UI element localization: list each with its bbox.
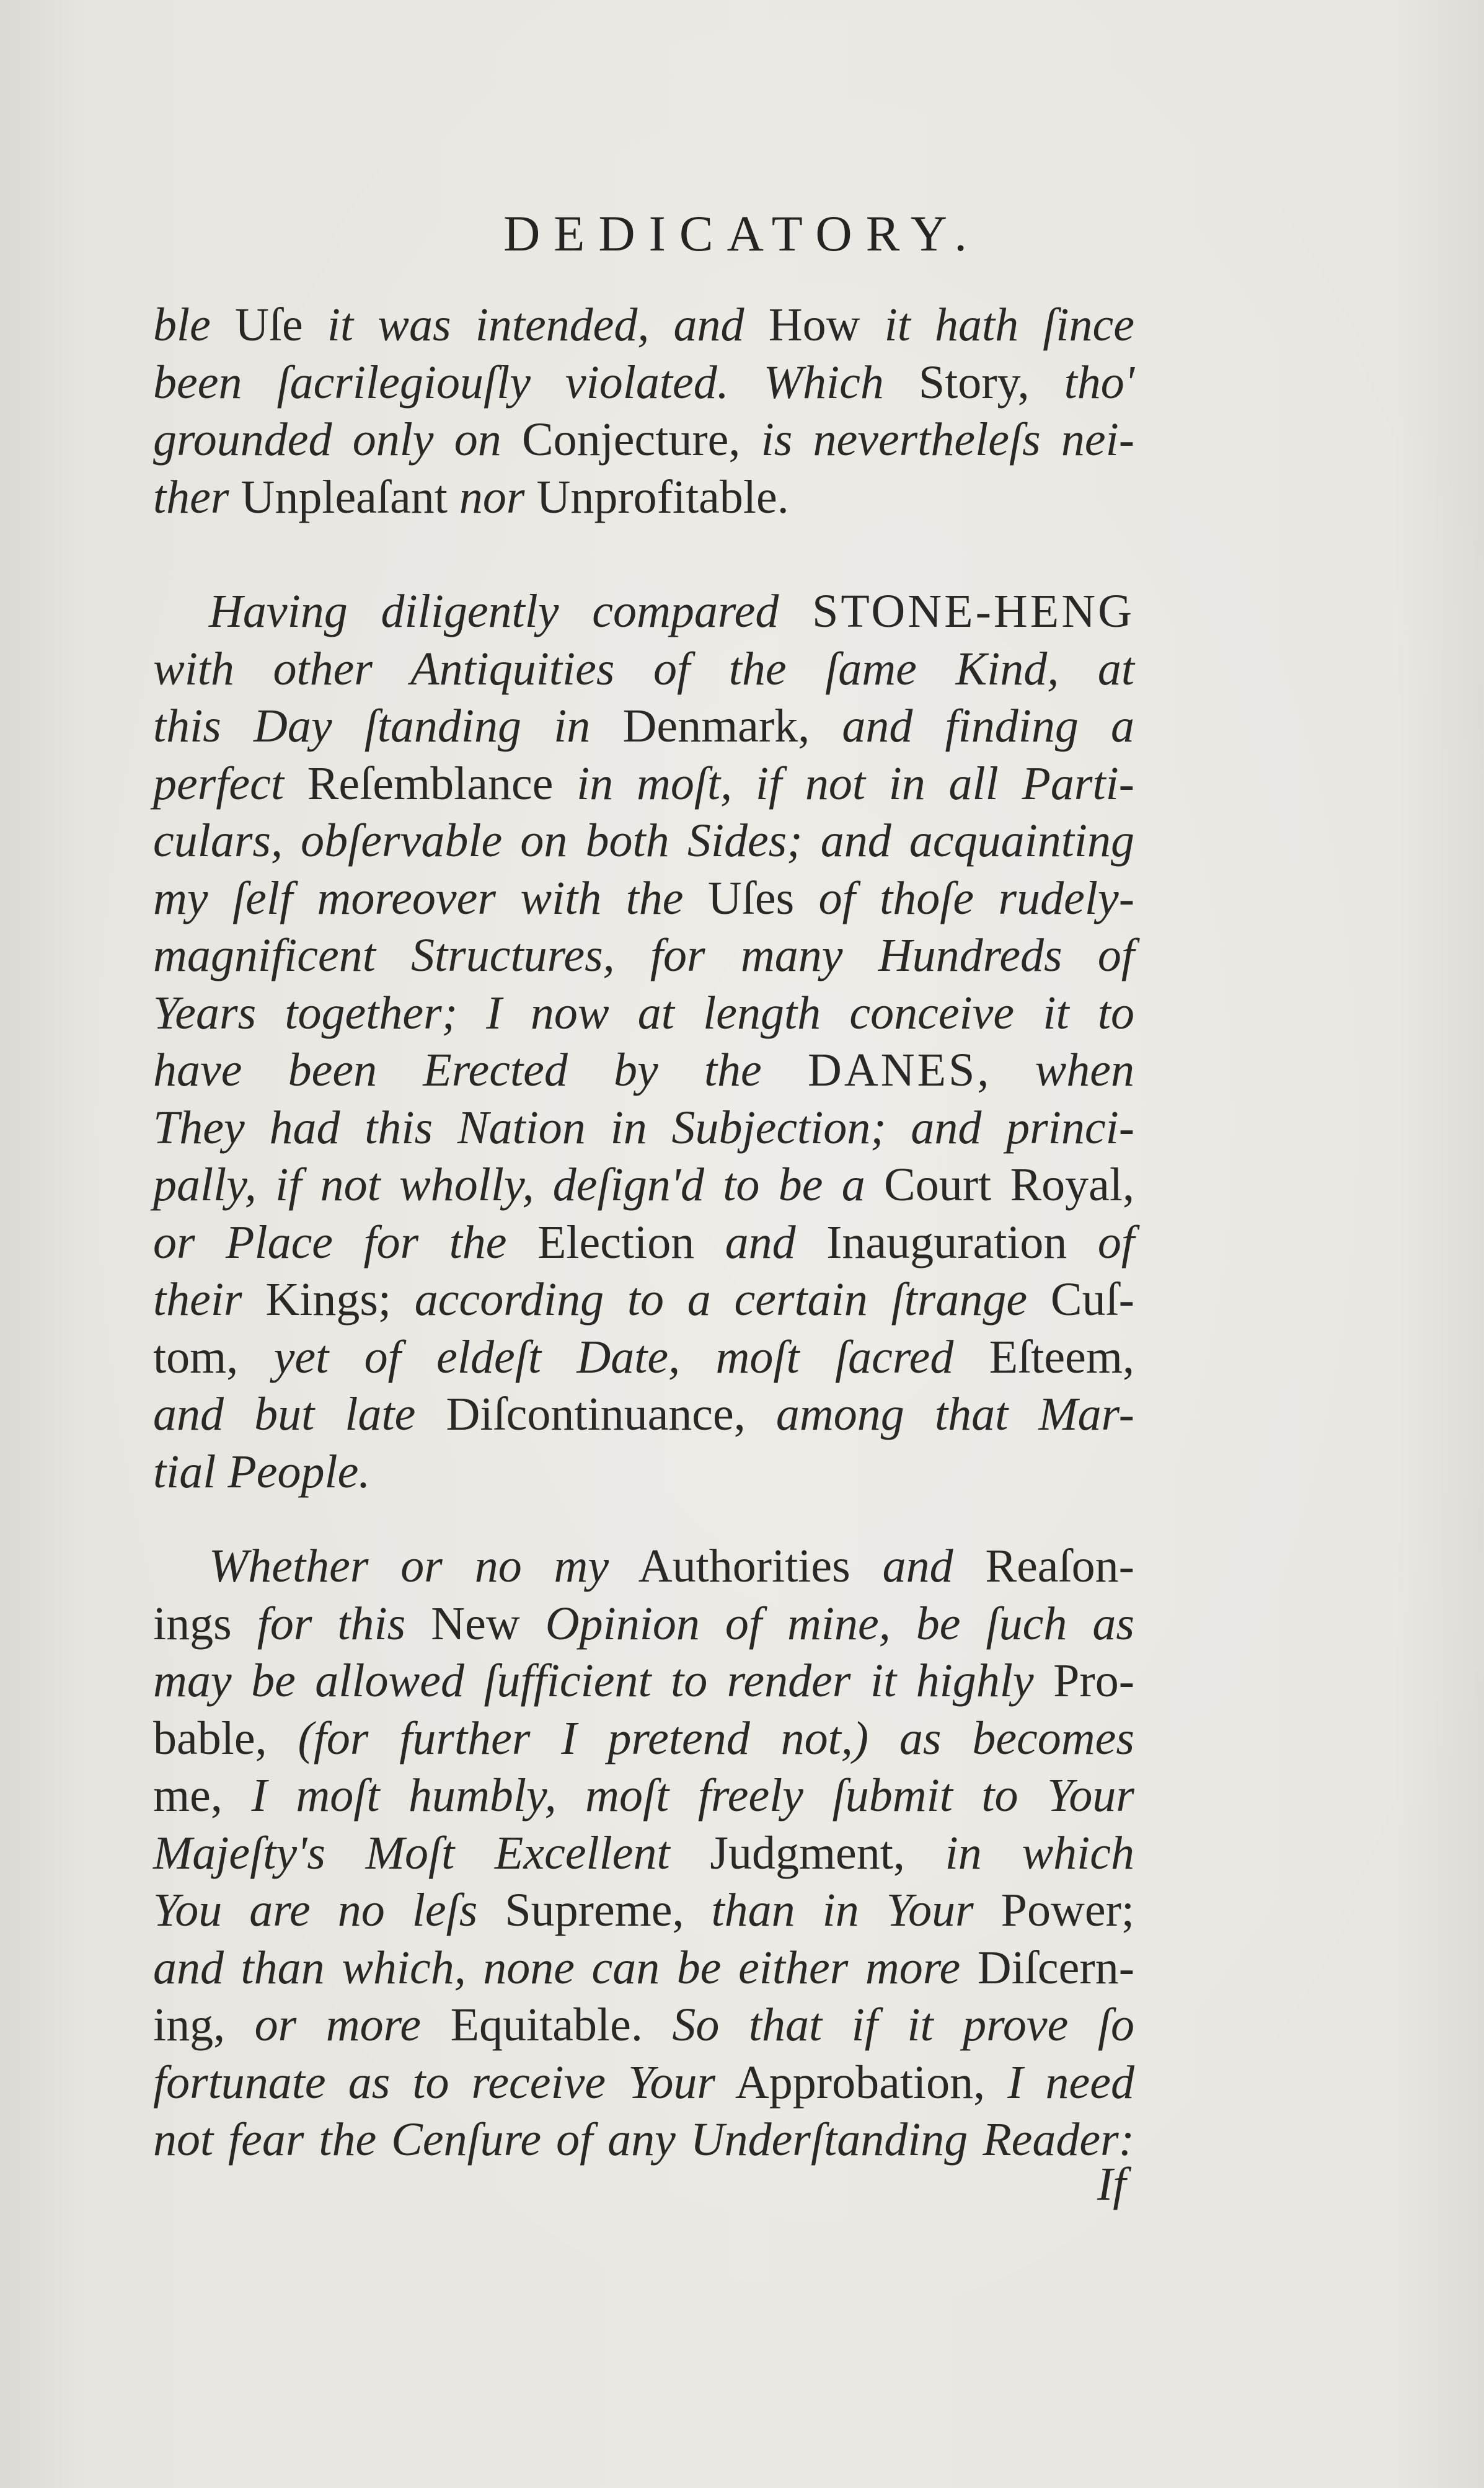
text-line: may be allowed ſufficient to render it highly Pro- <box>153 1655 1135 1707</box>
text-line: bable, (for further I pretend not,) as becomes <box>153 1712 1134 1764</box>
text-line: Years together; I now at length conceive it to <box>153 986 1134 1039</box>
text-line: Majeſty's Moſt Excellent Judgment, in which <box>153 1826 1135 1879</box>
text-line: fortunate as to receive Your Approbation, I need <box>153 2056 1135 2109</box>
text-line: magnificent Structures, for many Hundreds of <box>153 929 1134 981</box>
text-line: pally, if not wholly, deſign'd to be a Court Royal, <box>153 1159 1135 1211</box>
text-line: tom, yet of eldeſt Date, moſt ſacred Eſteem, <box>153 1330 1134 1383</box>
text-line: my ſelf moreover with the Uſes of thoſe rudely- <box>153 872 1134 924</box>
text-line: ther Unpleaſant nor Unprofitable. <box>153 471 789 523</box>
text-line: with other Antiquities of the ſame Kind, at <box>153 642 1134 695</box>
text-line: or Place for the Election and Inauguration of <box>153 1216 1135 1268</box>
text-line: this Day ſtanding in Denmark, and finding a <box>153 700 1134 752</box>
text-line: ble Uſe it was intended, and How it hath ſince <box>153 299 1134 351</box>
text-line: Whether or no my Authorities and Reaſon- <box>209 1540 1134 1592</box>
text-line: You are no leſs Supreme, than in Your Power; <box>153 1884 1134 1936</box>
running-head: DEDICATORY. <box>503 205 981 262</box>
text-line: been ſacrilegiouſly violated. Which Story, tho' <box>153 356 1134 409</box>
paragraph-2 <box>153 583 1134 1500</box>
text-line: perfect Reſemblance in moſt, if not in all Parti- <box>153 757 1134 810</box>
text-line: have been Erected by the DANES, when <box>153 1044 1134 1096</box>
text-line: tial People. <box>153 1445 371 1498</box>
text-line: They had this Nation in Subjection; and princi- <box>153 1101 1134 1154</box>
paragraph-1 <box>153 296 1134 526</box>
text-line: and but late Diſcontinuance, among that Mar- <box>153 1388 1134 1440</box>
catchword: If <box>1097 2158 1126 2210</box>
text-line: me, I moſt humbly, moſt freely ſubmit to Your <box>153 1769 1134 1822</box>
text-line: not fear the Cenſure of any Underſtanding Reader: <box>153 2114 1134 2166</box>
text-line: ing, or more Equitable. So that if it prove ſo <box>153 1999 1135 2051</box>
text-line: ings for this New Opinion of mine, be ſuch as <box>153 1597 1134 1650</box>
text-line: and than which, none can be either more Diſcern- <box>153 1941 1134 1994</box>
text-line: culars, obſervable on both Sides; and acquainting <box>153 815 1134 867</box>
text-line: grounded only on Conjecture, is nevertheleſs nei- <box>153 414 1135 466</box>
paragraph-3 <box>153 1538 1134 2169</box>
text-line: Having diligently compared STONE-HENG <box>209 585 1134 637</box>
text-line: their Kings; according to a certain ſtrange Cuſ- <box>153 1273 1134 1326</box>
